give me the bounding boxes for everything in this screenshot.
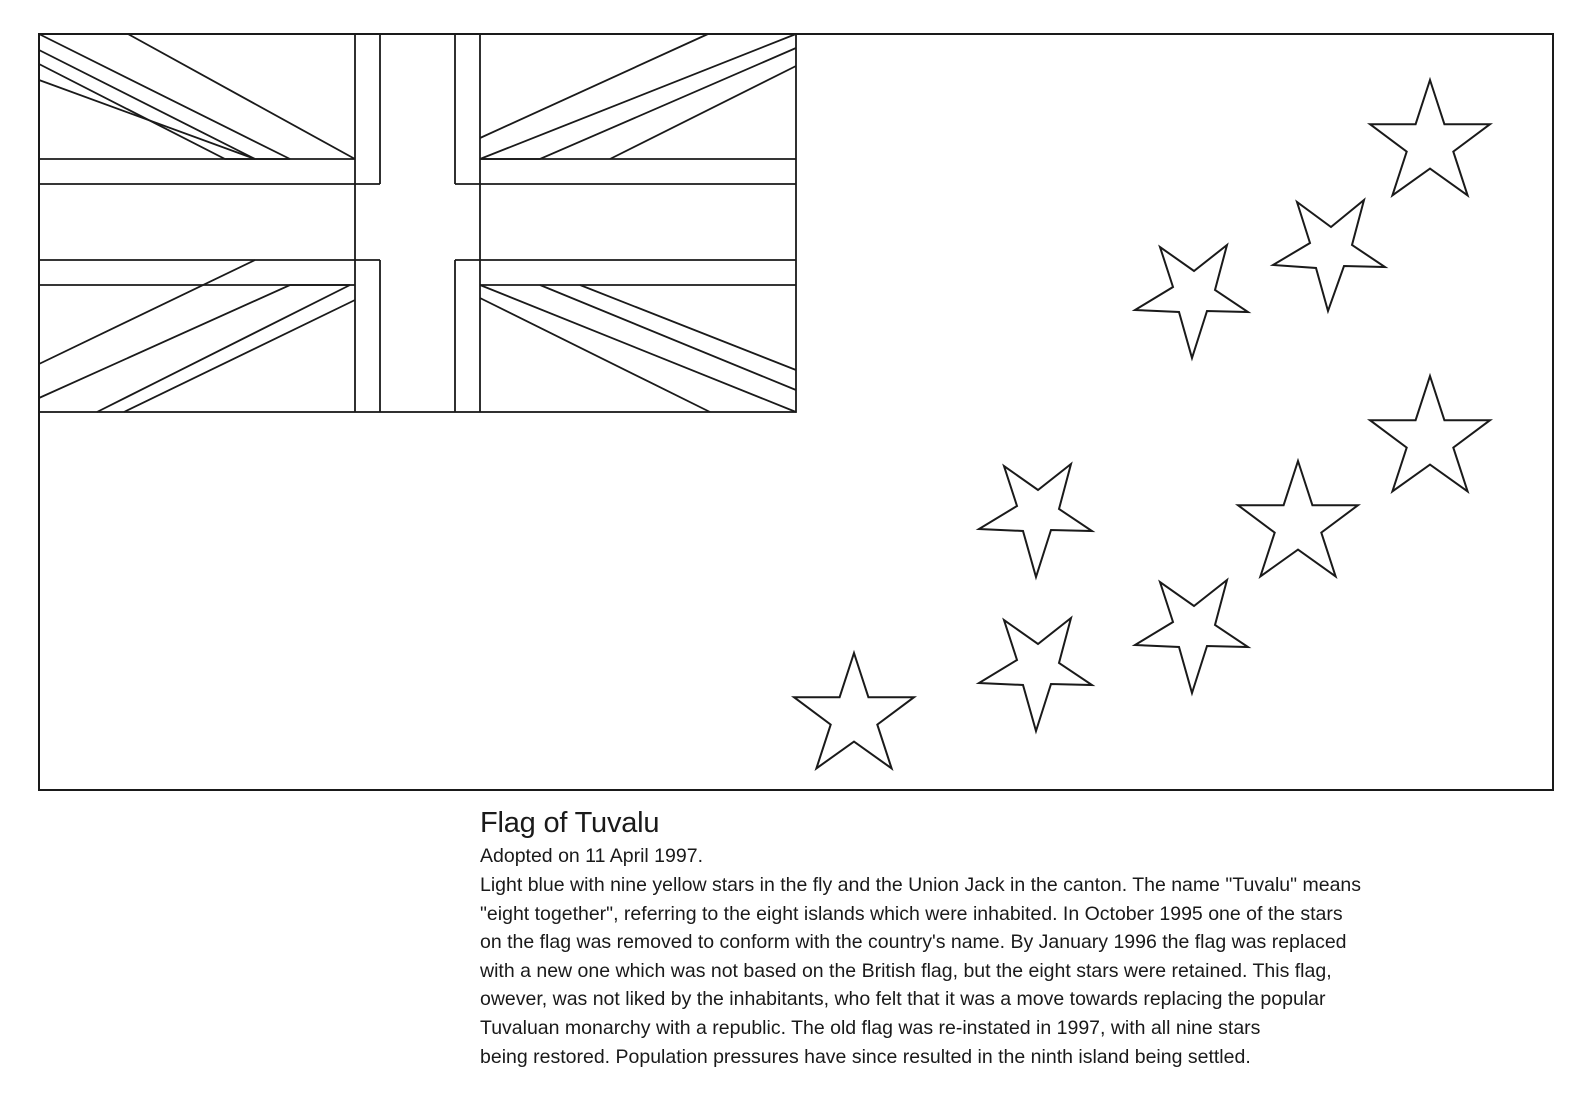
description-line: owever, was not liked by the inhabitants, who felt that it was a move towards replacing the popular — [480, 988, 1326, 1011]
caption-description — [480, 871, 1540, 1071]
description-line: "eight together", referring to the eight islands which were inhabited. In October 1995 one of the stars — [480, 902, 1343, 925]
description-line: being restored. Population pressures have since resulted in the ninth island being settled. — [480, 1045, 1251, 1068]
caption-adoption-date: Adopted on 11 April 1997. — [480, 845, 703, 867]
description-line: with a new one which was not based on the British flag, but the eight stars were retained. This flag, — [480, 959, 1332, 982]
description-line: Light blue with nine yellow stars in the fly and the Union Jack in the canton. The name "Tuvalu" means — [480, 874, 1362, 896]
flag-caption — [480, 806, 1540, 1071]
description-line: on the flag was removed to conform with the country's name. By January 1996 the flag was replaced — [480, 931, 1347, 954]
caption-title: Flag of Tuvalu — [480, 807, 660, 839]
description-line: Tuvaluan monarchy with a republic. The old flag was re-instated in 1997, with all nine stars — [480, 1016, 1261, 1039]
